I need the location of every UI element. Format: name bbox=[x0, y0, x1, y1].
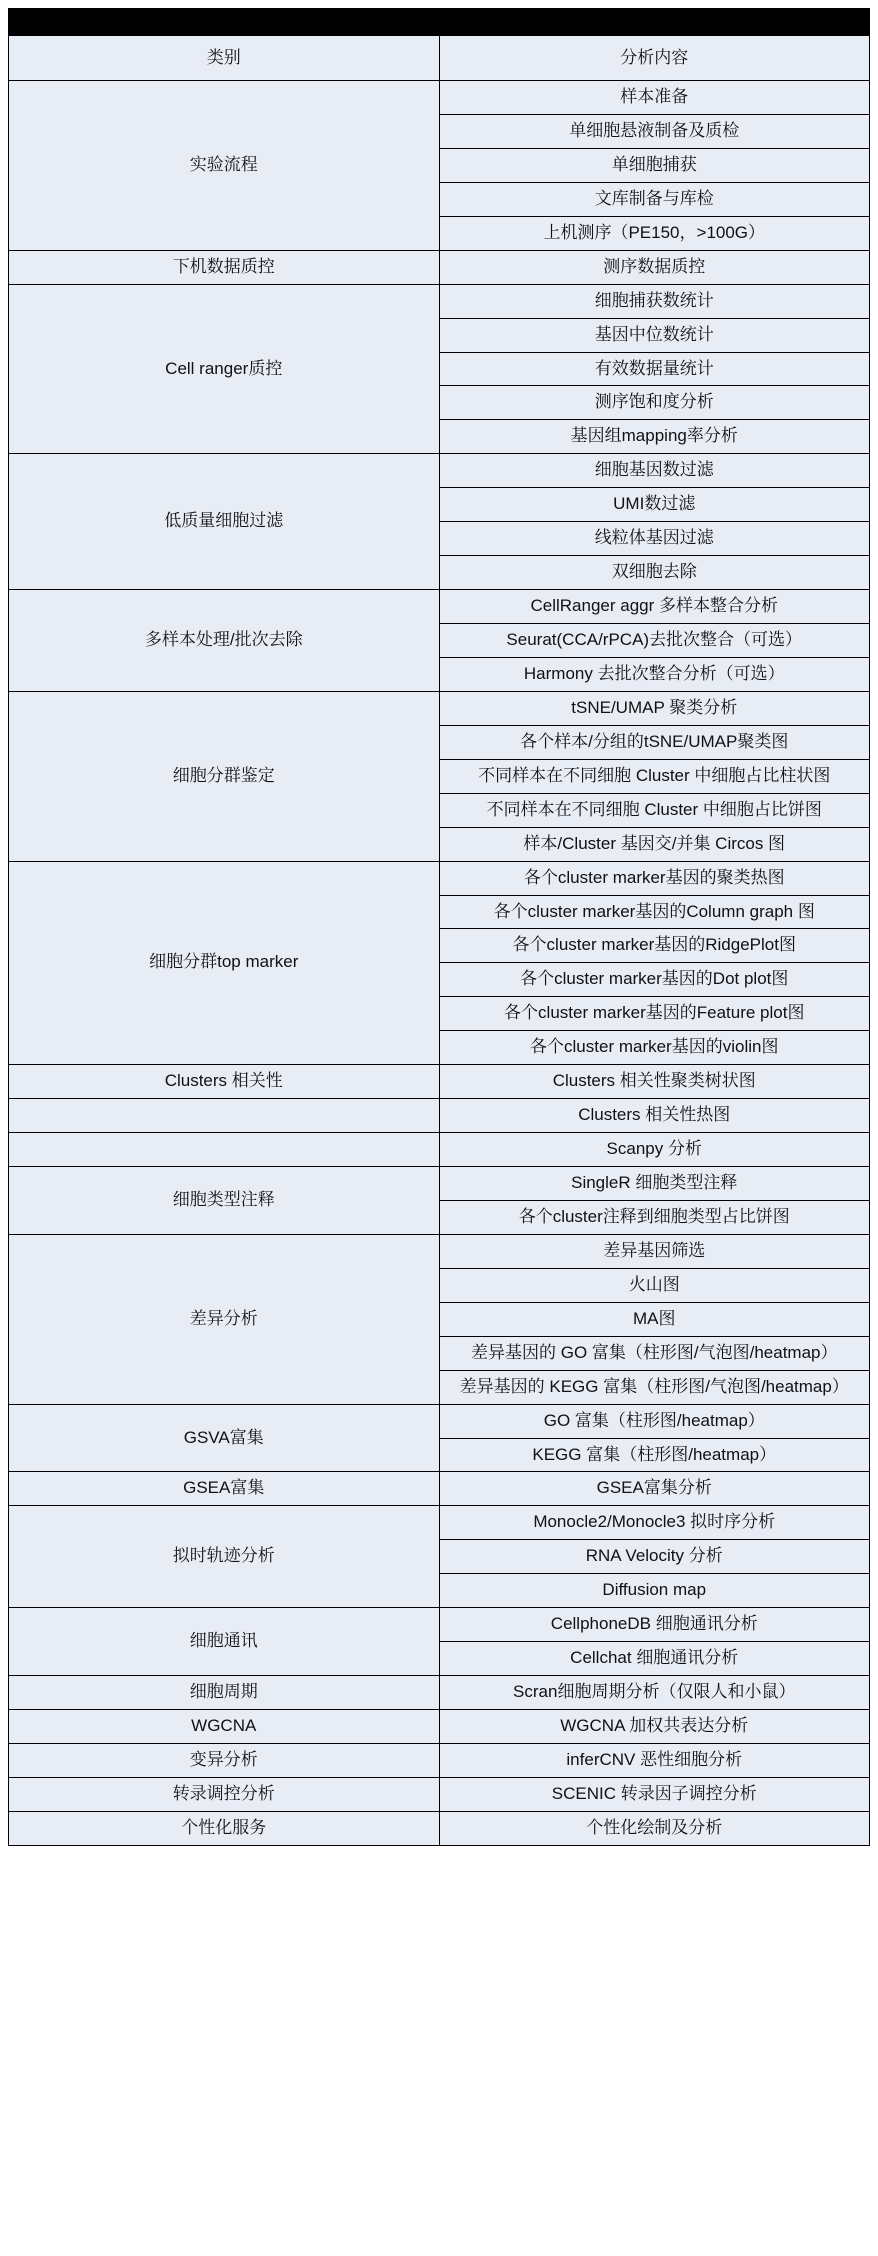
table-row bbox=[9, 1167, 870, 1201]
table-row bbox=[9, 81, 870, 115]
category-cell: WGCNA bbox=[9, 1710, 440, 1744]
table-row bbox=[9, 1608, 870, 1642]
content-cell: 差异基因的 KEGG 富集（柱形图/气泡图/heatmap） bbox=[439, 1370, 870, 1404]
content-cell: Clusters 相关性聚类树状图 bbox=[439, 1065, 870, 1099]
table-row bbox=[9, 861, 870, 895]
content-cell: 各个cluster marker基因的violin图 bbox=[439, 1031, 870, 1065]
category-cell: 细胞分群鉴定 bbox=[9, 691, 440, 861]
category-cell bbox=[9, 1099, 440, 1133]
table-row bbox=[9, 691, 870, 725]
table-row bbox=[9, 1777, 870, 1811]
content-cell: 各个cluster marker基因的Column graph 图 bbox=[439, 895, 870, 929]
table-header-row bbox=[9, 36, 870, 81]
content-cell: 个性化绘制及分析 bbox=[439, 1811, 870, 1845]
table-row bbox=[9, 1404, 870, 1438]
content-cell: 基因中位数统计 bbox=[439, 318, 870, 352]
content-cell: GSEA富集分析 bbox=[439, 1472, 870, 1506]
content-cell: 各个样本/分组的tSNE/UMAP聚类图 bbox=[439, 725, 870, 759]
content-cell: 各个cluster marker基因的Dot plot图 bbox=[439, 963, 870, 997]
category-cell: 细胞周期 bbox=[9, 1676, 440, 1710]
content-cell: 单细胞捕获 bbox=[439, 148, 870, 182]
content-cell: RNA Velocity 分析 bbox=[439, 1540, 870, 1574]
content-cell: 不同样本在不同细胞 Cluster 中细胞占比饼图 bbox=[439, 793, 870, 827]
content-cell: WGCNA 加权共表达分析 bbox=[439, 1710, 870, 1744]
content-cell: 各个cluster marker基因的RidgePlot图 bbox=[439, 929, 870, 963]
content-cell: 各个cluster注释到细胞类型占比饼图 bbox=[439, 1200, 870, 1234]
table-row bbox=[9, 1065, 870, 1099]
content-cell: 线粒体基因过滤 bbox=[439, 522, 870, 556]
content-cell: 单细胞悬液制备及质检 bbox=[439, 114, 870, 148]
table-banner-row bbox=[9, 9, 870, 36]
content-cell: SCENIC 转录因子调控分析 bbox=[439, 1777, 870, 1811]
content-cell: inferCNV 恶性细胞分析 bbox=[439, 1743, 870, 1777]
content-cell: MA图 bbox=[439, 1302, 870, 1336]
table-banner-cell bbox=[9, 9, 870, 36]
table-row bbox=[9, 1472, 870, 1506]
content-cell: Harmony 去批次整合分析（可选） bbox=[439, 657, 870, 691]
content-cell: 测序数据质控 bbox=[439, 250, 870, 284]
analysis-content-table bbox=[8, 8, 870, 1846]
content-cell: Clusters 相关性热图 bbox=[439, 1099, 870, 1133]
table-row bbox=[9, 250, 870, 284]
content-cell: CellRanger aggr 多样本整合分析 bbox=[439, 590, 870, 624]
column-header-category: 类别 bbox=[9, 36, 440, 81]
table-body bbox=[9, 9, 870, 1846]
content-cell: 双细胞去除 bbox=[439, 556, 870, 590]
content-cell: 差异基因筛选 bbox=[439, 1234, 870, 1268]
content-cell: 各个cluster marker基因的聚类热图 bbox=[439, 861, 870, 895]
table-row bbox=[9, 1743, 870, 1777]
category-cell: GSEA富集 bbox=[9, 1472, 440, 1506]
category-cell: 变异分析 bbox=[9, 1743, 440, 1777]
category-cell: 下机数据质控 bbox=[9, 250, 440, 284]
content-cell: Scran细胞周期分析（仅限人和小鼠） bbox=[439, 1676, 870, 1710]
category-cell: 转录调控分析 bbox=[9, 1777, 440, 1811]
content-cell: 上机测序（PE150，>100G） bbox=[439, 216, 870, 250]
table-row bbox=[9, 1710, 870, 1744]
category-cell: Clusters 相关性 bbox=[9, 1065, 440, 1099]
category-cell: 多样本处理/批次去除 bbox=[9, 590, 440, 692]
content-cell: 不同样本在不同细胞 Cluster 中细胞占比柱状图 bbox=[439, 759, 870, 793]
content-cell: 样本准备 bbox=[439, 81, 870, 115]
category-cell: Cell ranger质控 bbox=[9, 284, 440, 454]
category-cell: 个性化服务 bbox=[9, 1811, 440, 1845]
content-cell: SingleR 细胞类型注释 bbox=[439, 1167, 870, 1201]
content-cell: 文库制备与库检 bbox=[439, 182, 870, 216]
table-row bbox=[9, 590, 870, 624]
table-row bbox=[9, 1811, 870, 1845]
table-row bbox=[9, 1234, 870, 1268]
category-cell: 细胞分群top marker bbox=[9, 861, 440, 1065]
content-cell: KEGG 富集（柱形图/heatmap） bbox=[439, 1438, 870, 1472]
content-cell: 有效数据量统计 bbox=[439, 352, 870, 386]
table-row bbox=[9, 1133, 870, 1167]
category-cell bbox=[9, 1133, 440, 1167]
category-cell: 差异分析 bbox=[9, 1234, 440, 1404]
content-cell: 样本/Cluster 基因交/并集 Circos 图 bbox=[439, 827, 870, 861]
content-cell: 火山图 bbox=[439, 1268, 870, 1302]
category-cell: GSVA富集 bbox=[9, 1404, 440, 1472]
category-cell: 细胞类型注释 bbox=[9, 1167, 440, 1235]
content-cell: Cellchat 细胞通讯分析 bbox=[439, 1642, 870, 1676]
category-cell: 细胞通讯 bbox=[9, 1608, 440, 1676]
content-cell: 细胞基因数过滤 bbox=[439, 454, 870, 488]
table-row bbox=[9, 1506, 870, 1540]
content-cell: 各个cluster marker基因的Feature plot图 bbox=[439, 997, 870, 1031]
category-cell: 低质量细胞过滤 bbox=[9, 454, 440, 590]
table-row bbox=[9, 454, 870, 488]
table-row bbox=[9, 1676, 870, 1710]
content-cell: Seurat(CCA/rPCA)去批次整合（可选） bbox=[439, 624, 870, 658]
content-cell: Monocle2/Monocle3 拟时序分析 bbox=[439, 1506, 870, 1540]
content-cell: tSNE/UMAP 聚类分析 bbox=[439, 691, 870, 725]
column-header-content: 分析内容 bbox=[439, 36, 870, 81]
content-cell: UMI数过滤 bbox=[439, 488, 870, 522]
table-row bbox=[9, 1099, 870, 1133]
content-cell: 基因组mapping率分析 bbox=[439, 420, 870, 454]
content-cell: 差异基因的 GO 富集（柱形图/气泡图/heatmap） bbox=[439, 1336, 870, 1370]
category-cell: 实验流程 bbox=[9, 81, 440, 251]
content-cell: 细胞捕获数统计 bbox=[439, 284, 870, 318]
content-cell: Diffusion map bbox=[439, 1574, 870, 1608]
content-cell: Scanpy 分析 bbox=[439, 1133, 870, 1167]
category-cell: 拟时轨迹分析 bbox=[9, 1506, 440, 1608]
content-cell: GO 富集（柱形图/heatmap） bbox=[439, 1404, 870, 1438]
table-row bbox=[9, 284, 870, 318]
content-cell: CellphoneDB 细胞通讯分析 bbox=[439, 1608, 870, 1642]
content-cell: 测序饱和度分析 bbox=[439, 386, 870, 420]
